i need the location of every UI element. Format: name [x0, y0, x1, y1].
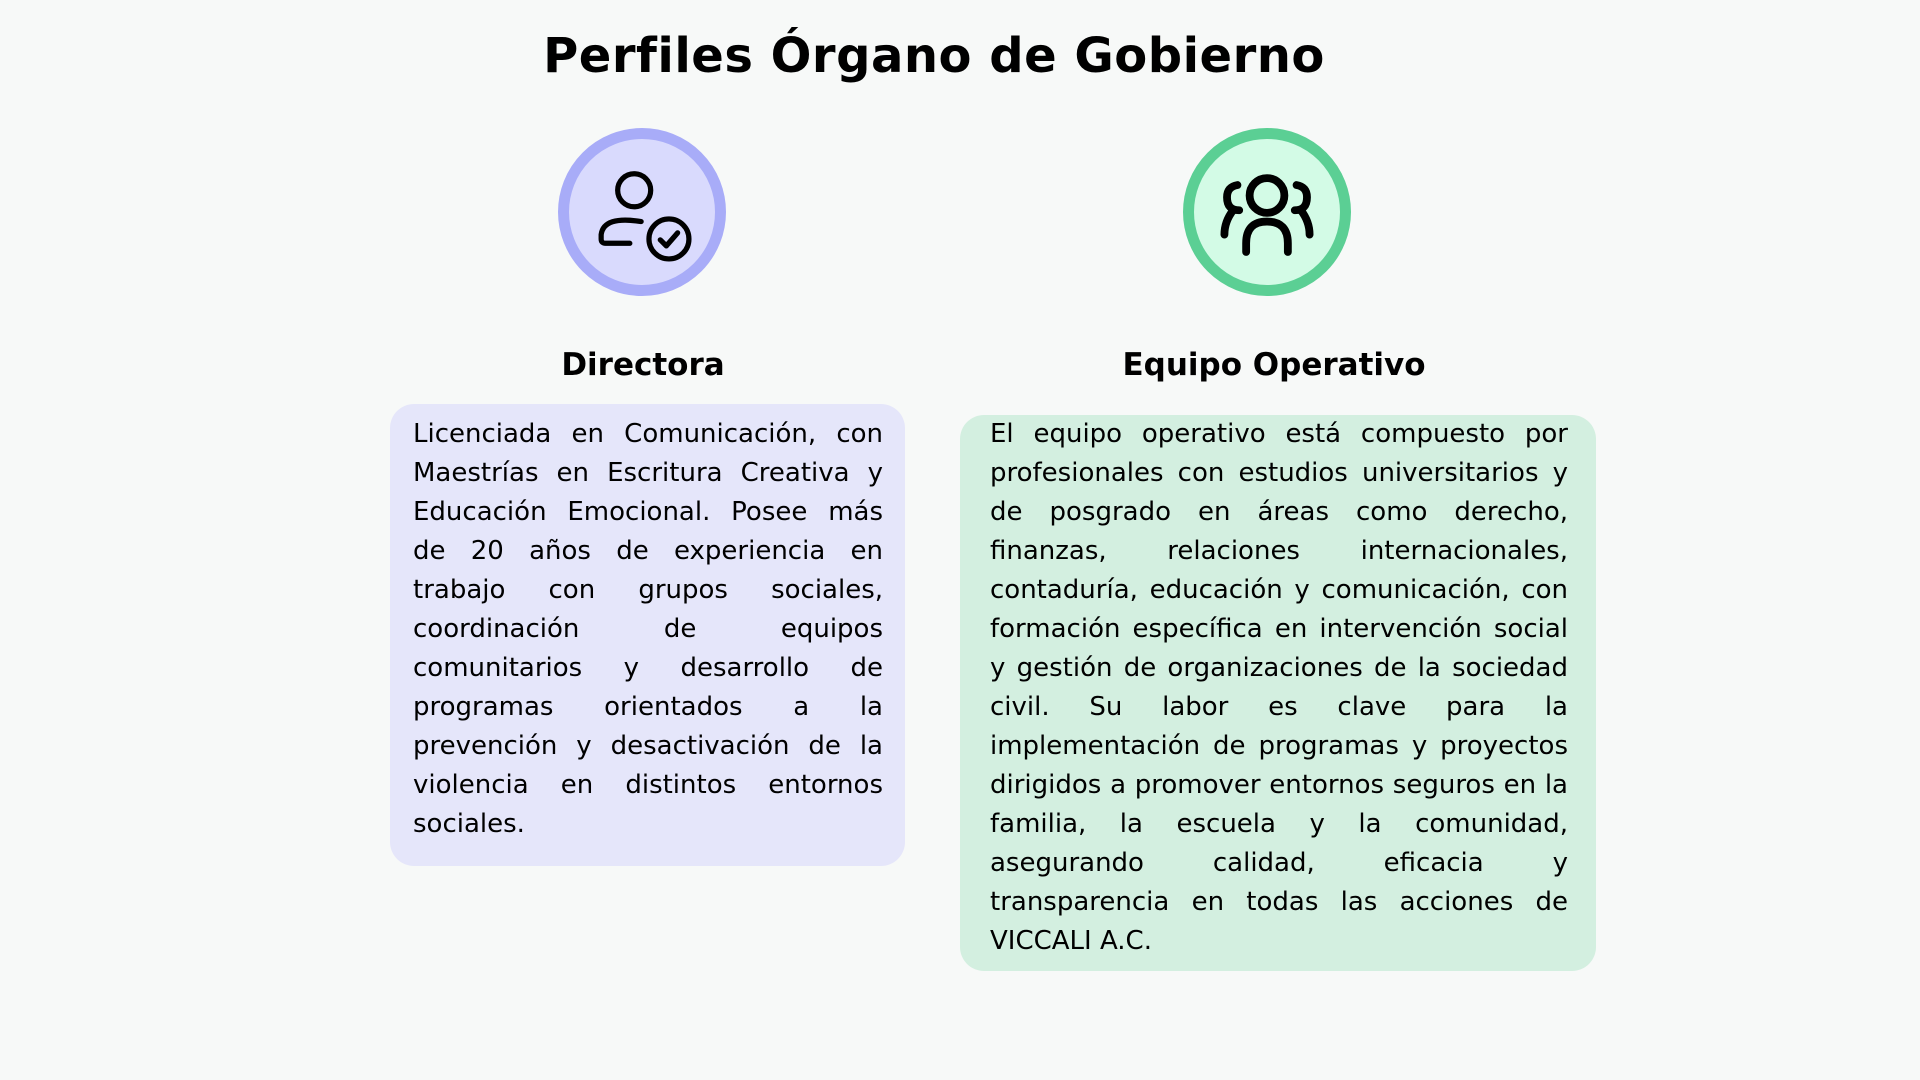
user-check-icon — [569, 139, 715, 285]
equipo-avatar — [1183, 128, 1351, 296]
users-group-icon — [1194, 139, 1340, 285]
directora-title: Directora — [561, 347, 725, 383]
directora-card — [390, 404, 905, 866]
equipo-title: Equipo Operativo — [1122, 347, 1426, 383]
equipo-description: El equipo operativo está compuesto por profesionales con estudios universitarios y de posgrado en áreas como derecho, finanzas, relaciones internacionales, contaduría, educación y comunicación, con formación específica en intervención social y gestión de organizaciones de la sociedad civil. Su labor es clave para la implementación de programas y proyectos dirigidos a promover entornos seguros en la familia, la escuela y la comunidad, asegurando calidad, eficacia y transparencia en todas las acciones de VICCALI A.C. — [990, 419, 1568, 956]
page-title: Perfiles Órgano de Gobierno — [543, 28, 1325, 84]
directora-avatar — [558, 128, 726, 296]
equipo-card — [960, 415, 1596, 971]
directora-description: Licenciada en Comunicación, con Maestrías en Escritura Creativa y Educación Emocional. Posee más de 20 años de experiencia en trabajo con grupos sociales, coordinación de equipos comunitarios y desarrollo de programas orientados a la prevención y desactivación de la violencia en distintos entornos sociales. — [413, 419, 883, 839]
